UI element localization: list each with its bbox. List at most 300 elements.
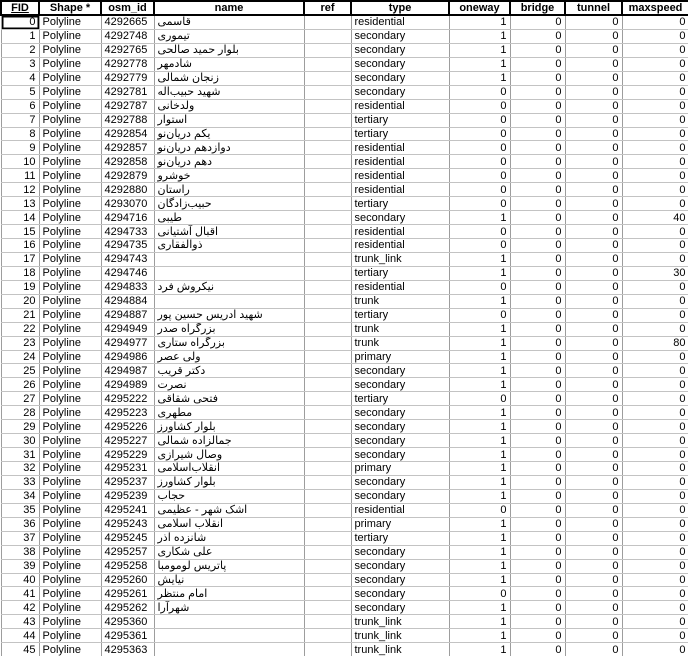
cell-maxspeed[interactable]: 0: [622, 294, 688, 308]
cell-name[interactable]: مطهری: [154, 406, 304, 420]
table-row[interactable]: [1, 266, 688, 280]
cell-type[interactable]: secondary: [351, 545, 449, 559]
cell-oneway[interactable]: 1: [449, 601, 510, 615]
cell-osm_id[interactable]: 4294987: [101, 364, 154, 378]
cell-ref[interactable]: [304, 336, 351, 350]
cell-fid[interactable]: 3: [1, 57, 39, 71]
cell-bridge[interactable]: 0: [510, 517, 565, 531]
cell-ref[interactable]: [304, 322, 351, 336]
table-row[interactable]: [1, 225, 688, 239]
table-row[interactable]: [1, 169, 688, 183]
cell-bridge[interactable]: 0: [510, 336, 565, 350]
cell-osm_id[interactable]: 4292788: [101, 113, 154, 127]
cell-ref[interactable]: [304, 225, 351, 239]
cell-type[interactable]: secondary: [351, 434, 449, 448]
cell-oneway[interactable]: 0: [449, 141, 510, 155]
cell-fid[interactable]: 14: [1, 211, 39, 225]
cell-fid[interactable]: 25: [1, 364, 39, 378]
cell-type[interactable]: tertiary: [351, 531, 449, 545]
cell-ref[interactable]: [304, 545, 351, 559]
cell-name[interactable]: حبیب‌زادگان: [154, 197, 304, 211]
cell-tunnel[interactable]: 0: [565, 629, 622, 643]
cell-bridge[interactable]: 0: [510, 252, 565, 266]
cell-bridge[interactable]: 0: [510, 99, 565, 113]
cell-osm_id[interactable]: 4295243: [101, 517, 154, 531]
cell-osm_id[interactable]: 4292665: [101, 15, 154, 29]
cell-type[interactable]: trunk_link: [351, 629, 449, 643]
cell-ref[interactable]: [304, 448, 351, 462]
cell-type[interactable]: secondary: [351, 211, 449, 225]
cell-tunnel[interactable]: 0: [565, 350, 622, 364]
table-row[interactable]: [1, 322, 688, 336]
cell-type[interactable]: trunk_link: [351, 615, 449, 629]
cell-shape[interactable]: Polyline: [39, 643, 101, 656]
cell-maxspeed[interactable]: 0: [622, 15, 688, 29]
cell-tunnel[interactable]: 0: [565, 85, 622, 99]
cell-osm_id[interactable]: 4295360: [101, 615, 154, 629]
table-row[interactable]: [1, 378, 688, 392]
column-header-osm-id[interactable]: osm_id: [101, 1, 154, 15]
cell-tunnel[interactable]: 0: [565, 127, 622, 141]
cell-ref[interactable]: [304, 71, 351, 85]
cell-maxspeed[interactable]: 0: [622, 587, 688, 601]
cell-shape[interactable]: Polyline: [39, 155, 101, 169]
table-row[interactable]: [1, 364, 688, 378]
cell-shape[interactable]: Polyline: [39, 475, 101, 489]
table-row[interactable]: [1, 420, 688, 434]
table-row[interactable]: [1, 197, 688, 211]
cell-bridge[interactable]: 0: [510, 15, 565, 29]
cell-type[interactable]: secondary: [351, 29, 449, 43]
cell-oneway[interactable]: 1: [449, 15, 510, 29]
cell-fid[interactable]: 41: [1, 587, 39, 601]
cell-fid[interactable]: 7: [1, 113, 39, 127]
cell-maxspeed[interactable]: 0: [622, 113, 688, 127]
cell-bridge[interactable]: 0: [510, 545, 565, 559]
column-header-fid[interactable]: FID: [1, 1, 39, 15]
cell-ref[interactable]: [304, 559, 351, 573]
cell-ref[interactable]: [304, 239, 351, 253]
cell-bridge[interactable]: 0: [510, 448, 565, 462]
cell-type[interactable]: trunk_link: [351, 643, 449, 656]
cell-ref[interactable]: [304, 601, 351, 615]
cell-fid[interactable]: 19: [1, 280, 39, 294]
cell-osm_id[interactable]: 4295257: [101, 545, 154, 559]
cell-osm_id[interactable]: 4292778: [101, 57, 154, 71]
cell-fid[interactable]: 23: [1, 336, 39, 350]
cell-bridge[interactable]: 0: [510, 322, 565, 336]
cell-maxspeed[interactable]: 0: [622, 420, 688, 434]
cell-oneway[interactable]: 0: [449, 155, 510, 169]
cell-bridge[interactable]: 0: [510, 57, 565, 71]
table-row[interactable]: [1, 211, 688, 225]
cell-maxspeed[interactable]: 0: [622, 252, 688, 266]
cell-tunnel[interactable]: 0: [565, 489, 622, 503]
cell-type[interactable]: tertiary: [351, 266, 449, 280]
cell-maxspeed[interactable]: 0: [622, 308, 688, 322]
table-row[interactable]: [1, 252, 688, 266]
cell-tunnel[interactable]: 0: [565, 378, 622, 392]
cell-bridge[interactable]: 0: [510, 559, 565, 573]
cell-fid[interactable]: 11: [1, 169, 39, 183]
cell-type[interactable]: secondary: [351, 587, 449, 601]
cell-ref[interactable]: [304, 85, 351, 99]
cell-ref[interactable]: [304, 141, 351, 155]
cell-name[interactable]: بلوار حمید صالحی: [154, 43, 304, 57]
cell-oneway[interactable]: 1: [449, 559, 510, 573]
cell-fid[interactable]: 8: [1, 127, 39, 141]
table-row[interactable]: [1, 85, 688, 99]
table-row[interactable]: [1, 462, 688, 476]
table-row[interactable]: [1, 350, 688, 364]
cell-osm_id[interactable]: 4295260: [101, 573, 154, 587]
table-row[interactable]: [1, 629, 688, 643]
cell-osm_id[interactable]: 4295237: [101, 475, 154, 489]
cell-osm_id[interactable]: 4292781: [101, 85, 154, 99]
cell-oneway[interactable]: 0: [449, 113, 510, 127]
cell-bridge[interactable]: 0: [510, 587, 565, 601]
cell-type[interactable]: secondary: [351, 43, 449, 57]
cell-oneway[interactable]: 1: [449, 378, 510, 392]
cell-type[interactable]: trunk: [351, 336, 449, 350]
cell-maxspeed[interactable]: 0: [622, 531, 688, 545]
cell-maxspeed[interactable]: 0: [622, 448, 688, 462]
cell-maxspeed[interactable]: 0: [622, 475, 688, 489]
cell-ref[interactable]: [304, 43, 351, 57]
cell-maxspeed[interactable]: 0: [622, 601, 688, 615]
cell-name[interactable]: بلوار کشاورز: [154, 475, 304, 489]
cell-maxspeed[interactable]: 0: [622, 85, 688, 99]
cell-fid[interactable]: 43: [1, 615, 39, 629]
cell-shape[interactable]: Polyline: [39, 294, 101, 308]
cell-bridge[interactable]: 0: [510, 350, 565, 364]
cell-oneway[interactable]: 1: [449, 489, 510, 503]
cell-tunnel[interactable]: 0: [565, 308, 622, 322]
cell-shape[interactable]: Polyline: [39, 211, 101, 225]
cell-type[interactable]: secondary: [351, 364, 449, 378]
cell-osm_id[interactable]: 4294733: [101, 225, 154, 239]
cell-bridge[interactable]: 0: [510, 531, 565, 545]
cell-oneway[interactable]: 1: [449, 629, 510, 643]
cell-ref[interactable]: [304, 420, 351, 434]
cell-shape[interactable]: Polyline: [39, 587, 101, 601]
cell-bridge[interactable]: 0: [510, 239, 565, 253]
cell-type[interactable]: residential: [351, 15, 449, 29]
cell-type[interactable]: secondary: [351, 378, 449, 392]
cell-name[interactable]: استوار: [154, 113, 304, 127]
cell-fid[interactable]: 35: [1, 503, 39, 517]
table-row[interactable]: [1, 141, 688, 155]
cell-maxspeed[interactable]: 0: [622, 183, 688, 197]
table-row[interactable]: [1, 99, 688, 113]
cell-ref[interactable]: [304, 155, 351, 169]
cell-name[interactable]: شانزده آذر: [154, 531, 304, 545]
cell-fid[interactable]: 28: [1, 406, 39, 420]
cell-oneway[interactable]: 1: [449, 43, 510, 57]
cell-fid[interactable]: 1: [1, 29, 39, 43]
cell-ref[interactable]: [304, 169, 351, 183]
cell-shape[interactable]: Polyline: [39, 239, 101, 253]
cell-maxspeed[interactable]: 0: [622, 406, 688, 420]
cell-ref[interactable]: [304, 266, 351, 280]
cell-type[interactable]: trunk: [351, 322, 449, 336]
cell-bridge[interactable]: 0: [510, 169, 565, 183]
cell-type[interactable]: secondary: [351, 406, 449, 420]
cell-bridge[interactable]: 0: [510, 420, 565, 434]
cell-oneway[interactable]: 0: [449, 127, 510, 141]
cell-shape[interactable]: Polyline: [39, 629, 101, 643]
cell-type[interactable]: trunk: [351, 294, 449, 308]
cell-shape[interactable]: Polyline: [39, 322, 101, 336]
cell-osm_id[interactable]: 4295222: [101, 392, 154, 406]
cell-oneway[interactable]: 0: [449, 587, 510, 601]
cell-maxspeed[interactable]: 0: [622, 99, 688, 113]
cell-maxspeed[interactable]: 0: [622, 434, 688, 448]
cell-type[interactable]: secondary: [351, 573, 449, 587]
cell-maxspeed[interactable]: 0: [622, 322, 688, 336]
cell-fid[interactable]: 5: [1, 85, 39, 99]
cell-name[interactable]: [154, 629, 304, 643]
cell-ref[interactable]: [304, 643, 351, 656]
cell-maxspeed[interactable]: 0: [622, 57, 688, 71]
cell-oneway[interactable]: 0: [449, 183, 510, 197]
cell-name[interactable]: شهید ادریس حسین پور: [154, 308, 304, 322]
cell-type[interactable]: residential: [351, 183, 449, 197]
cell-shape[interactable]: Polyline: [39, 29, 101, 43]
column-header-name[interactable]: name: [154, 1, 304, 15]
cell-fid[interactable]: 44: [1, 629, 39, 643]
cell-type[interactable]: tertiary: [351, 308, 449, 322]
cell-oneway[interactable]: 1: [449, 266, 510, 280]
cell-name[interactable]: بزرگراه ستاری: [154, 336, 304, 350]
cell-bridge[interactable]: 0: [510, 406, 565, 420]
column-header-oneway[interactable]: oneway: [449, 1, 510, 15]
cell-ref[interactable]: [304, 183, 351, 197]
column-header-bridge[interactable]: bridge: [510, 1, 565, 15]
table-row[interactable]: [1, 29, 688, 43]
cell-ref[interactable]: [304, 392, 351, 406]
cell-tunnel[interactable]: 0: [565, 99, 622, 113]
cell-name[interactable]: فتحی شقاقی: [154, 392, 304, 406]
cell-ref[interactable]: [304, 503, 351, 517]
cell-tunnel[interactable]: 0: [565, 601, 622, 615]
cell-name[interactable]: وصال شیرازی: [154, 448, 304, 462]
cell-ref[interactable]: [304, 15, 351, 29]
cell-osm_id[interactable]: 4292858: [101, 155, 154, 169]
cell-type[interactable]: tertiary: [351, 392, 449, 406]
cell-name[interactable]: جمالزاده شمالی: [154, 434, 304, 448]
cell-fid[interactable]: 34: [1, 489, 39, 503]
cell-maxspeed[interactable]: 0: [622, 364, 688, 378]
cell-maxspeed[interactable]: 0: [622, 127, 688, 141]
cell-maxspeed[interactable]: 0: [622, 559, 688, 573]
cell-shape[interactable]: Polyline: [39, 85, 101, 99]
cell-oneway[interactable]: 0: [449, 197, 510, 211]
cell-osm_id[interactable]: 4294949: [101, 322, 154, 336]
cell-ref[interactable]: [304, 531, 351, 545]
cell-tunnel[interactable]: 0: [565, 211, 622, 225]
cell-type[interactable]: residential: [351, 239, 449, 253]
cell-fid[interactable]: 16: [1, 239, 39, 253]
table-row[interactable]: [1, 308, 688, 322]
cell-osm_id[interactable]: 4292854: [101, 127, 154, 141]
cell-ref[interactable]: [304, 434, 351, 448]
cell-shape[interactable]: Polyline: [39, 462, 101, 476]
cell-name[interactable]: دکتر قریب: [154, 364, 304, 378]
cell-osm_id[interactable]: 4292779: [101, 71, 154, 85]
cell-oneway[interactable]: 0: [449, 239, 510, 253]
cell-ref[interactable]: [304, 280, 351, 294]
cell-name[interactable]: دوازدهم دریان‌نو: [154, 141, 304, 155]
cell-ref[interactable]: [304, 29, 351, 43]
cell-shape[interactable]: Polyline: [39, 420, 101, 434]
cell-tunnel[interactable]: 0: [565, 57, 622, 71]
cell-osm_id[interactable]: 4294989: [101, 378, 154, 392]
cell-bridge[interactable]: 0: [510, 211, 565, 225]
cell-bridge[interactable]: 0: [510, 434, 565, 448]
cell-fid[interactable]: 0: [1, 15, 39, 29]
cell-tunnel[interactable]: 0: [565, 239, 622, 253]
cell-oneway[interactable]: 0: [449, 503, 510, 517]
cell-oneway[interactable]: 1: [449, 57, 510, 71]
cell-maxspeed[interactable]: 0: [622, 29, 688, 43]
cell-shape[interactable]: Polyline: [39, 280, 101, 294]
cell-shape[interactable]: Polyline: [39, 392, 101, 406]
cell-name[interactable]: [154, 294, 304, 308]
cell-maxspeed[interactable]: 0: [622, 615, 688, 629]
cell-shape[interactable]: Polyline: [39, 169, 101, 183]
table-row[interactable]: [1, 517, 688, 531]
cell-maxspeed[interactable]: 80: [622, 336, 688, 350]
cell-shape[interactable]: Polyline: [39, 517, 101, 531]
cell-shape[interactable]: Polyline: [39, 252, 101, 266]
cell-osm_id[interactable]: 4294746: [101, 266, 154, 280]
cell-osm_id[interactable]: 4295239: [101, 489, 154, 503]
cell-name[interactable]: امام منتظر: [154, 587, 304, 601]
cell-bridge[interactable]: 0: [510, 462, 565, 476]
cell-name[interactable]: حجاب: [154, 489, 304, 503]
cell-shape[interactable]: Polyline: [39, 615, 101, 629]
cell-oneway[interactable]: 0: [449, 99, 510, 113]
cell-osm_id[interactable]: 4294833: [101, 280, 154, 294]
table-row[interactable]: [1, 503, 688, 517]
cell-ref[interactable]: [304, 378, 351, 392]
cell-maxspeed[interactable]: 0: [622, 71, 688, 85]
cell-tunnel[interactable]: 0: [565, 29, 622, 43]
table-row[interactable]: [1, 336, 688, 350]
cell-osm_id[interactable]: 4294977: [101, 336, 154, 350]
cell-name[interactable]: اشک شهر - عظیمی: [154, 503, 304, 517]
cell-tunnel[interactable]: 0: [565, 503, 622, 517]
cell-maxspeed[interactable]: 0: [622, 545, 688, 559]
cell-tunnel[interactable]: 0: [565, 225, 622, 239]
cell-name[interactable]: راستان: [154, 183, 304, 197]
cell-fid[interactable]: 17: [1, 252, 39, 266]
cell-shape[interactable]: Polyline: [39, 601, 101, 615]
cell-osm_id[interactable]: 4295229: [101, 448, 154, 462]
cell-maxspeed[interactable]: 0: [622, 503, 688, 517]
table-row[interactable]: [1, 489, 688, 503]
cell-maxspeed[interactable]: 0: [622, 378, 688, 392]
cell-bridge[interactable]: 0: [510, 615, 565, 629]
table-row[interactable]: [1, 615, 688, 629]
cell-shape[interactable]: Polyline: [39, 43, 101, 57]
cell-oneway[interactable]: 0: [449, 85, 510, 99]
table-row[interactable]: [1, 57, 688, 71]
table-row[interactable]: [1, 15, 688, 29]
cell-osm_id[interactable]: 4295363: [101, 643, 154, 656]
cell-type[interactable]: secondary: [351, 448, 449, 462]
cell-bridge[interactable]: 0: [510, 29, 565, 43]
cell-fid[interactable]: 45: [1, 643, 39, 656]
cell-bridge[interactable]: 0: [510, 71, 565, 85]
cell-shape[interactable]: Polyline: [39, 308, 101, 322]
cell-oneway[interactable]: 0: [449, 225, 510, 239]
cell-name[interactable]: بلوار کشاورز: [154, 420, 304, 434]
cell-fid[interactable]: 36: [1, 517, 39, 531]
cell-osm_id[interactable]: 4295361: [101, 629, 154, 643]
cell-ref[interactable]: [304, 252, 351, 266]
column-header-tunnel[interactable]: tunnel: [565, 1, 622, 15]
cell-ref[interactable]: [304, 294, 351, 308]
cell-maxspeed[interactable]: 0: [622, 629, 688, 643]
cell-shape[interactable]: Polyline: [39, 448, 101, 462]
cell-maxspeed[interactable]: 0: [622, 573, 688, 587]
cell-tunnel[interactable]: 0: [565, 475, 622, 489]
cell-oneway[interactable]: 1: [449, 475, 510, 489]
cell-osm_id[interactable]: 4294743: [101, 252, 154, 266]
cell-ref[interactable]: [304, 113, 351, 127]
cell-tunnel[interactable]: 0: [565, 545, 622, 559]
cell-fid[interactable]: 13: [1, 197, 39, 211]
cell-fid[interactable]: 27: [1, 392, 39, 406]
cell-fid[interactable]: 10: [1, 155, 39, 169]
cell-tunnel[interactable]: 0: [565, 517, 622, 531]
cell-tunnel[interactable]: 0: [565, 43, 622, 57]
cell-tunnel[interactable]: 0: [565, 559, 622, 573]
cell-bridge[interactable]: 0: [510, 85, 565, 99]
cell-type[interactable]: secondary: [351, 475, 449, 489]
cell-maxspeed[interactable]: 0: [622, 517, 688, 531]
cell-bridge[interactable]: 0: [510, 43, 565, 57]
cell-shape[interactable]: Polyline: [39, 113, 101, 127]
cell-maxspeed[interactable]: 0: [622, 392, 688, 406]
cell-type[interactable]: residential: [351, 99, 449, 113]
cell-shape[interactable]: Polyline: [39, 350, 101, 364]
cell-tunnel[interactable]: 0: [565, 266, 622, 280]
cell-tunnel[interactable]: 0: [565, 448, 622, 462]
cell-osm_id[interactable]: 4295227: [101, 434, 154, 448]
cell-tunnel[interactable]: 0: [565, 280, 622, 294]
cell-oneway[interactable]: 0: [449, 280, 510, 294]
cell-tunnel[interactable]: 0: [565, 406, 622, 420]
cell-maxspeed[interactable]: 0: [622, 155, 688, 169]
cell-bridge[interactable]: 0: [510, 127, 565, 141]
cell-osm_id[interactable]: 4295258: [101, 559, 154, 573]
cell-tunnel[interactable]: 0: [565, 336, 622, 350]
cell-fid[interactable]: 29: [1, 420, 39, 434]
cell-name[interactable]: زنجان شمالی: [154, 71, 304, 85]
cell-bridge[interactable]: 0: [510, 489, 565, 503]
table-row[interactable]: [1, 448, 688, 462]
table-row[interactable]: [1, 531, 688, 545]
cell-osm_id[interactable]: 4294735: [101, 239, 154, 253]
cell-type[interactable]: primary: [351, 350, 449, 364]
cell-osm_id[interactable]: 4295223: [101, 406, 154, 420]
cell-maxspeed[interactable]: 0: [622, 643, 688, 656]
cell-shape[interactable]: Polyline: [39, 57, 101, 71]
cell-type[interactable]: residential: [351, 169, 449, 183]
